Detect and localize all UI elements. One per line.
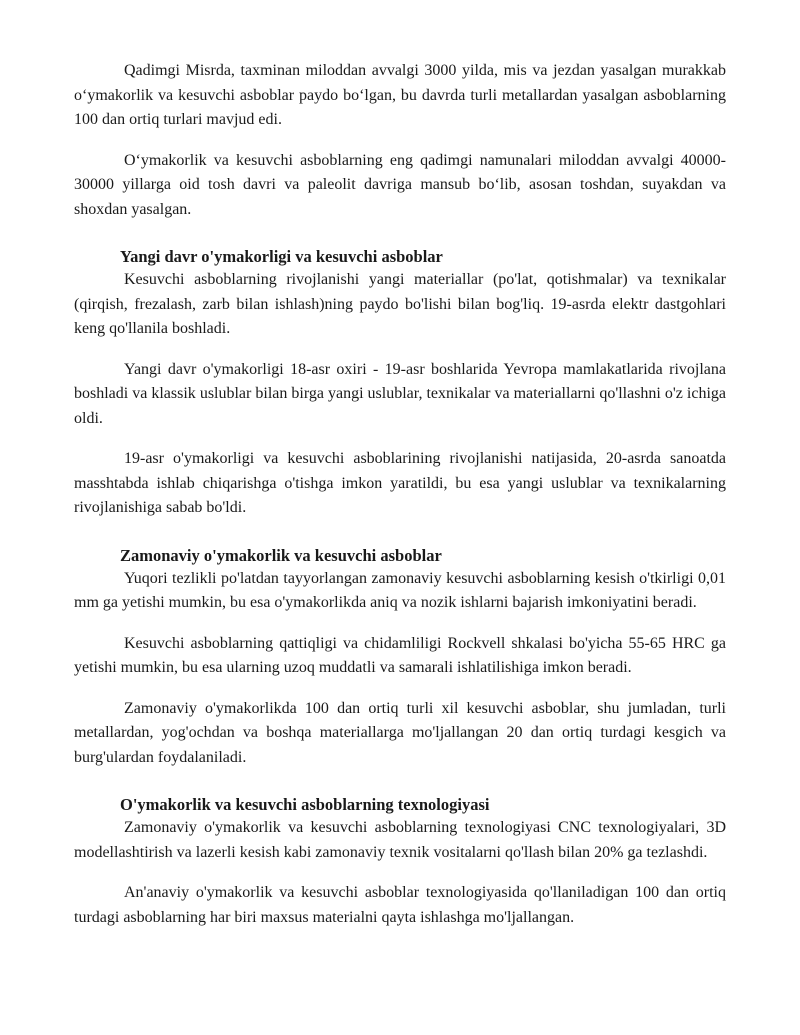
section-yangi-davr [74,246,726,521]
section-heading: Zamonaviy o'ymakorlik va kesuvchi asboblar [120,545,442,565]
document-page [74,59,726,946]
section-paragraph: Kesuvchi asboblarning qattiqligi va chidamliligi Rockvell shkalasi bo'yicha 55-65 HRC ga yetishi mumkin, bu esa ularning uzoq muddatli va samarali ishlatilishiga imkon beradi. [74,634,726,676]
section-paragraph: An'anaviy o'ymakorlik va kesuvchi asboblar texnologiyasida qo'llaniladigan 100 dan ortiq turdagi asboblarning har biri maxsus materialni qayta ishlashga mo'ljallangan. [74,884,726,926]
section-zamonaviy [74,545,726,771]
intro-paragraph-1: Qadimgi Misrda, taxminan miloddan avvalgi 3000 yilda, mis va jezdan yasalgan murakkab o‘ymakorlik va kesuvchi asboblar paydo bo‘lgan, bu davrda turli metallardan yasalgan asboblarning 100 dan ortiq turlari mavjud edi. [74,62,726,128]
section-spacer [74,537,726,545]
section-paragraph: Zamonaviy o'ymakorlikda 100 dan ortiq turli xil kesuvchi asboblar, shu jumladan, turli metallardan, yog'ochdan va boshqa materiallarga mo'ljallangan 20 dan ortiq turdagi kesgich va burg'ulardan foydalaniladi. [74,699,726,766]
section-heading: O'ymakorlik va kesuvchi asboblarning texnologiyasi [120,795,490,814]
section-paragraph: 19-asr o'ymakorligi va kesuvchi asboblarining rivojlanishi natijasida, 20-asrda sanoatda masshtabda ishlab chiqarishga o'tishga imkon yaratildi, bu esa yangi uslublar va texnikalarning rivojlanishiga sabab bo'ldi. [74,450,726,516]
section-heading: Yangi davr o'ymakorligi va kesuvchi asboblar [120,247,443,266]
section-texnologiya [74,794,726,930]
section-paragraph: Zamonaviy o'ymakorlik va kesuvchi asboblarning texnologiyasi CNC texnologiyalari, 3D modellashtirish va lazerli kesish kabi zamonaviy texnik vositalarni qo'llash bilan 20% ga tezlashdi. [74,819,726,861]
intro-paragraph-2: O‘ymakorlik va kesuvchi asboblarning eng qadimgi namunalari miloddan avvalgi 40000-30000 yillarga oid tosh davri va paleolit davriga mansub bo‘lib, asosan toshdan, suyakdan va shoxdan yasalgan. [74,151,726,218]
section-spacer [74,238,726,246]
section-paragraph: Yuqori tezlikli po'latdan tayyorlangan zamonaviy kesuvchi asboblarning kesish o'tkirligi 0,01 mm ga yetishi mumkin, bu esa o'ymakorlikda aniq va nozik ishlarni bajarish imkoniyatini beradi. [74,569,726,611]
section-paragraph: Yangi davr o'ymakorligi 18-asr oxiri - 19-asr boshlarida Yevropa mamlakatlarida rivojlana boshladi va klassik uslublar bilan birga yangi uslublar, texnikalar va materiallarni qo'llashni o'z ichiga oldi. [74,360,726,427]
section-paragraph: Kesuvchi asboblarning rivojlanishi yangi materiallar (po'lat, qotishmalar) va texnikalar (qirqish, frezalash, zarb bilan ishlash)ning paydo bo'lishi bilan bog'liq. 19-asrda elektr dastgohlari keng qo'llanila boshladi. [74,271,726,337]
section-spacer [74,786,726,794]
